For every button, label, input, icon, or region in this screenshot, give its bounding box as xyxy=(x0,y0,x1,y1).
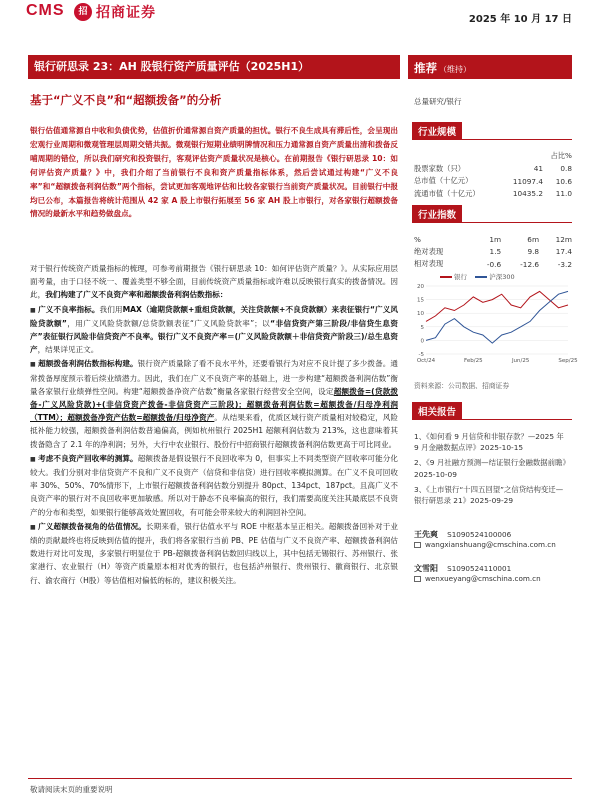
point-formula: “非信贷资产第三阶段/非信贷生息资产”表征银行风险非信贷资产不良率。银行广义不良资产率＝(广义风险贷款额＋非信贷资产阶段三)/总生息资产 xyxy=(30,318,398,355)
legend-label: 银行 xyxy=(454,273,467,281)
point-valuation xyxy=(30,520,398,587)
related-reports-list xyxy=(414,431,570,510)
point-lead: 广义不良率指标。 xyxy=(38,304,100,314)
industry-index-table xyxy=(414,233,572,271)
point-text: 超额拨备是假设银行不良回收率为 0，但事实上不同类型资产回收率可能分化较大。我们分别对非信贷资产不良和广义不良资产（信贷和非信贷）进行回收率模拟测算。在广义不良可回收率 30%、50%、70%情形下，上市银行超额拨备利润估数分别提升 80pct、134pct、187pct。且高广义不良资产率的银行对不良回收率更加敏感。所以对于静态不良率偏高的银行，我们需要高度关注其最底层不良资产的分布和类型，如果银行能够高效处置回收，有可能会带来较大的利润回补空间。 xyxy=(30,453,399,517)
row-value: 9.8 xyxy=(527,247,540,257)
point-text: 。从结果来看，优质区域行资产质量相对较稳定，风险抵补能力较强，超额拨备利润估数普遍偏高，例如杭州银行 2025H1 超额利润估数为 213%，这也意味着其拨备隐含了 2.1 年的净利润；另外，大行中农业银行、股份行中招商银行超额拨备利润估数更高于可比同业。 xyxy=(30,413,398,449)
footer-divider xyxy=(28,778,572,779)
legend-swatch xyxy=(475,276,487,278)
point-text: ，结果详见正文。 xyxy=(37,345,99,355)
report-title: 银行研思录 23：AH 股银行资产质量评估（2025H1） xyxy=(28,55,400,79)
page-header xyxy=(0,0,600,40)
y-tick-label: 20 xyxy=(417,284,424,290)
intro-bold-text: 我们构建了广义不良资产率和超额拨备利润估数指标： xyxy=(45,290,228,300)
industry-index-heading xyxy=(412,205,572,223)
bullet-square-icon: ■ xyxy=(30,523,36,531)
point-lead: 超额拨备利润估数指标构建。 xyxy=(38,359,138,369)
row-pct: 0.8 xyxy=(560,164,572,174)
row-label: 相对表现 xyxy=(414,259,444,269)
logo-company-name: 招商证券 xyxy=(96,5,156,21)
bullet-square-icon: ■ xyxy=(30,455,36,463)
analyst-name: 文雪阳 xyxy=(414,564,438,573)
col-header: 6m xyxy=(527,234,540,244)
analyst-cert: S1090524100006 xyxy=(447,530,512,539)
heading-label: 行业指数 xyxy=(412,205,462,222)
point-excess-provision xyxy=(30,357,398,450)
footer-note: 敬请阅读末页的重要说明 xyxy=(30,785,113,794)
intro-text: 对于银行传统资产质量指标的梳理，可参考前期报告《银行研思录 10：如何评估资产质量？》。从实际应用层面考量，由于口径不统一、覆盖类型不够全面，目前传统资产质量指标或许难以反映银行真实的拨备情况。因此， xyxy=(30,264,398,300)
row-label: 总市值（十亿元） xyxy=(414,176,473,186)
chart-legend xyxy=(440,272,515,281)
point-generalized-npl xyxy=(30,303,398,357)
x-tick-label: Feb/25 xyxy=(464,358,483,364)
pct-header: 占比% xyxy=(550,151,572,161)
analyst-name: 王先爽 xyxy=(414,530,438,539)
row-value: 17.4 xyxy=(555,247,572,257)
industry-scale-table xyxy=(414,150,572,200)
x-tick-label: Jun/25 xyxy=(511,358,530,364)
row-value: 11097.4 xyxy=(512,176,543,186)
col-header: 1m xyxy=(489,234,502,244)
report-date: 2025 年 10 月 17 日 xyxy=(468,14,572,25)
row-value: -12.6 xyxy=(520,259,540,269)
table-row xyxy=(414,163,572,176)
row-pct: 11.0 xyxy=(555,189,572,199)
row-label: 绝对表现 xyxy=(414,246,444,256)
abstract: 银行估值通常源自中收和负债优势，估值折价通常源自资产质量的担忧。银行不良生成具有滞后性，会呈现出宏观行业周期和微观管理层周期交错共振。微观银行短期业绩明牌情况和压力通常源自资产质量出清和拨备反哺周期的错位，所以我们研究和投资银行，客观评估资产质量状况是核心。在前期报告《银行研思录 10：如何评估资产质量？》中，我们介绍了当前银行不良和资产质量指标体系，然后尝试通过构建“广义不良率”和“超额拨备利润估数”两个指标，尝试更加客观地评估和比较各家银行当前资产质量状况。目前银行中报均已公布，本篇报告将统计范围从 42 家 A 股上市银行拓展至 56 家 AH 股上市银行，对各家银行超额拨备情况的最新水平和趋势做盘点。 xyxy=(30,126,398,219)
point-text: 我们用 xyxy=(99,304,123,314)
table-header-row xyxy=(414,150,572,163)
series-line xyxy=(426,291,568,343)
table-header-row xyxy=(414,233,572,246)
series-line xyxy=(426,291,568,321)
x-tick-label: Sep/25 xyxy=(558,358,578,364)
chart-source: 资料来源：公司数据、招商证券 xyxy=(414,382,510,390)
row-value: 1.5 xyxy=(489,247,502,257)
body-column xyxy=(30,262,398,588)
row-label: 流通市值（十亿元） xyxy=(414,188,480,198)
point-text: 长期来看，银行估值水平与 ROE 中枢基本呈正相关。超额拨备回补对于业绩的贡献最终也将反映到估值的提升，我们将各家银行当前 PB、PE 估值与广义不良资产率、超额拨备利润估数进行对比可发现，多家银行明显位于 PB-超额拨备利润估数回归线以上，其中包括无锡银行、苏州银行、张家港行、农业银行（H）等资产质量原本相对优秀的银行，也包括泸州银行、贵州银行、徽商银行、北京银行、渝农商行（H股）等估值相对偏低的标的，建议积极关注。 xyxy=(30,521,398,585)
email-icon xyxy=(414,542,421,548)
legend-label: 沪深300 xyxy=(489,273,515,281)
performance-chart xyxy=(412,282,578,364)
heading-label: 行业规模 xyxy=(412,122,462,139)
analyst-card xyxy=(414,529,572,551)
point-formula: 超额拨备=(贷款拨备-广义风险贷款)+(非信贷资产拨备-非信贷资产三阶段)；超额拨备利润估数=超额拨备/归母净利润（TTM）；超额拨备净资产估数=超额拨备/归母净资产 xyxy=(30,386,398,423)
analyst-email[interactable]: wenxueyang@cmschina.com.cn xyxy=(425,574,541,583)
related-report-item[interactable]: 2、《9 月社融方预测—结证银行金融数据前瞻》2025-10-09 xyxy=(414,458,570,479)
sector-label: 总量研究/银行 xyxy=(414,97,462,106)
industry-scale-heading xyxy=(412,122,572,140)
bullet-square-icon: ■ xyxy=(30,361,36,369)
point-lead: 广义超额拨备视角的估值情况。 xyxy=(38,521,146,531)
logo-badge-icon: 招 xyxy=(74,3,92,21)
point-lead: 考虑不良资产回收率的测算。 xyxy=(38,453,138,463)
y-tick-label: 15 xyxy=(417,297,424,304)
rating-bar xyxy=(408,55,572,79)
row-value: -3.2 xyxy=(557,259,572,269)
analyst-email[interactable]: wangxianshuang@cmschina.com.cn xyxy=(425,540,556,549)
rating-label: 推荐 xyxy=(414,61,437,75)
col-header: % xyxy=(414,234,421,244)
bullet-square-icon: ■ xyxy=(30,306,36,314)
table-row xyxy=(414,175,572,188)
point-recovery-rate xyxy=(30,452,398,519)
row-value: -0.6 xyxy=(486,259,502,269)
analyst-cert: S1090524110001 xyxy=(447,564,512,573)
report-subtitle: 基于“广义不良”和“超额拨备”的分析 xyxy=(30,93,222,107)
table-row xyxy=(414,188,572,201)
analyst-card xyxy=(414,563,572,585)
heading-label: 相关报告 xyxy=(412,402,462,419)
table-row xyxy=(414,246,572,259)
row-value: 41 xyxy=(533,164,543,174)
intro-paragraph xyxy=(30,262,398,302)
email-icon xyxy=(414,576,421,582)
legend-swatch xyxy=(440,276,452,278)
point-text: ，用广义风险贷款额/总贷款额表征“广义风险贷款率”；以 xyxy=(66,318,271,328)
col-header: 12m xyxy=(555,234,572,244)
point-formula: MAX（逾期贷款额+重组贷款额，关注贷款额+不良贷款额）来表征银行“广义风险贷款额” xyxy=(30,304,398,328)
row-pct: 10.6 xyxy=(555,176,572,186)
logo-cms: CMS xyxy=(26,2,65,19)
rating-sub-label: （维持） xyxy=(439,65,471,74)
related-report-item[interactable]: 1、《如何看 9 月信贷和非银存款？—2025 年 9 月金融数据点评》2025-10-15 xyxy=(414,432,564,453)
y-tick-label: -5 xyxy=(418,352,424,358)
y-tick-label: 0 xyxy=(420,338,424,345)
x-tick-label: Oct/24 xyxy=(416,358,436,364)
related-report-item[interactable]: 3、《上市银行“十四五回望”之信贷结构变迁—银行研思录 21》2025-09-29 xyxy=(414,484,564,506)
table-row xyxy=(414,258,572,271)
point-text: 银行资产质量除了看不良水平外，还要看银行为对应不良计提了多少拨备。通常拨备厚度预示着后续业绩潜力。因此，我们在广义不良资产率的基础上，进一步构建“超额拨备利润估数”衡量各家银行业绩弹性空间。构建“超额拨备净资产估数”衡量各家银行经营安全空间，设定 xyxy=(30,359,398,396)
y-tick-label: 5 xyxy=(420,324,424,331)
row-value: 10435.2 xyxy=(512,189,543,199)
related-reports-heading xyxy=(412,402,572,420)
row-label: 股票家数（只） xyxy=(414,163,466,173)
y-tick-label: 10 xyxy=(417,311,424,318)
